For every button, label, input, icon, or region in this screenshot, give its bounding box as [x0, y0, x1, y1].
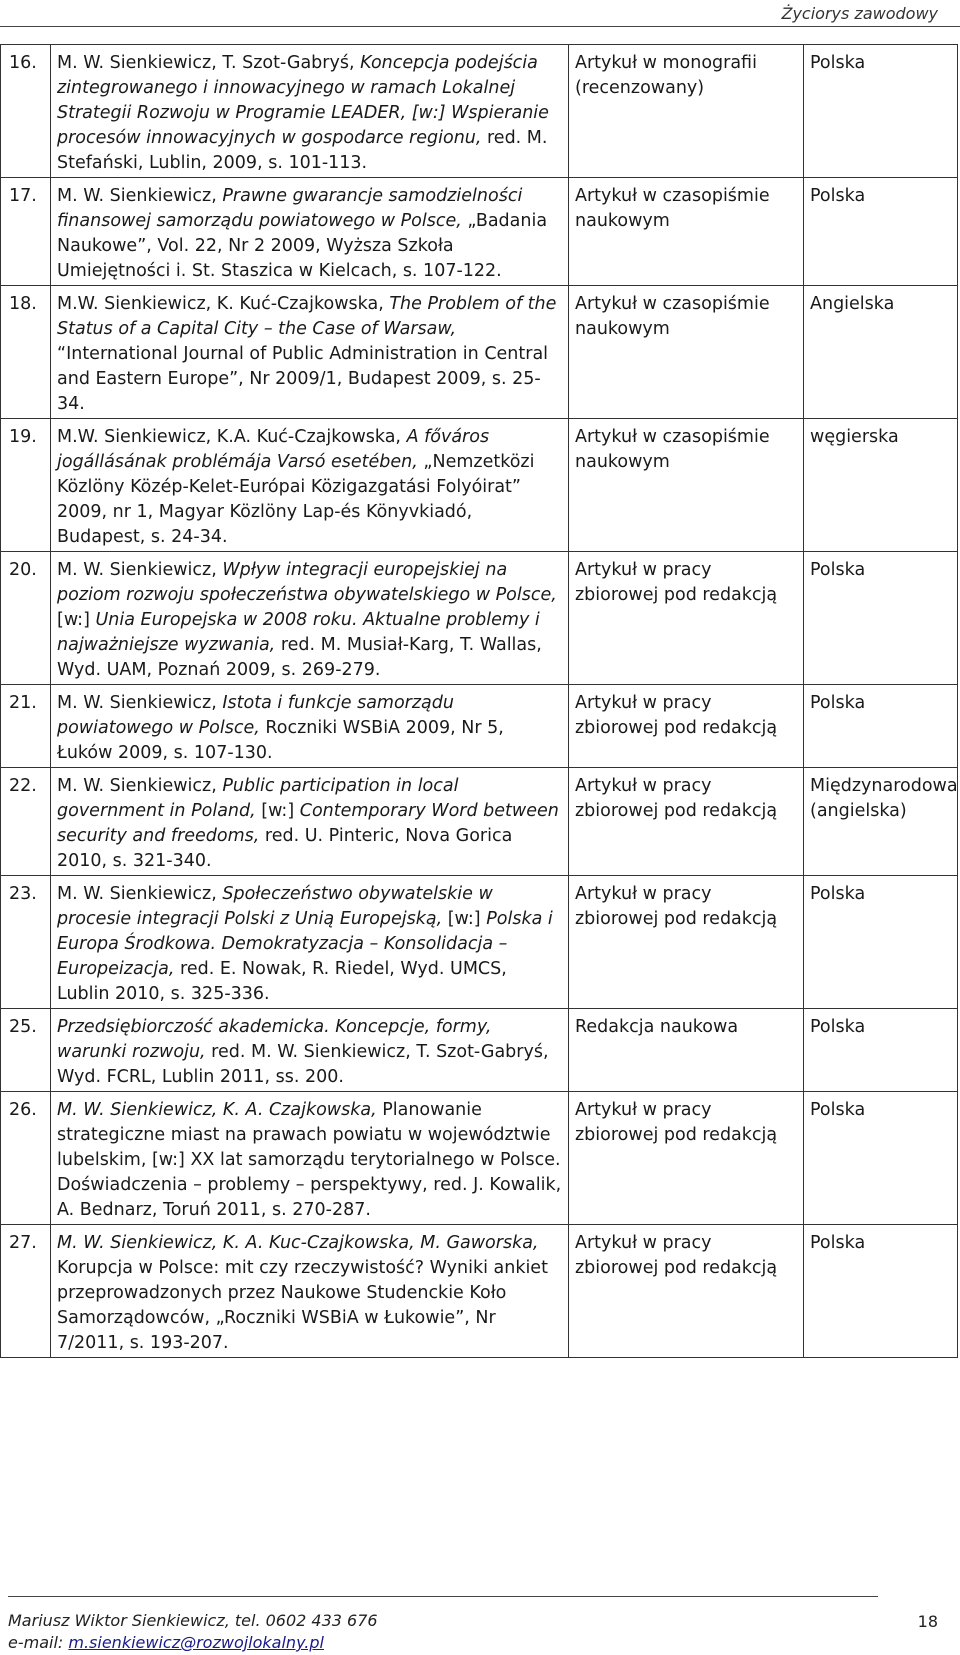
footer-email-link[interactable]: m.sienkiewicz@rozwojlokalny.pl: [68, 1633, 324, 1652]
citation-text-segment: red. M. W. Sienkiewicz, T. Szot-Gabryś, Wyd. FCRL, Lublin 2011, ss. 200.: [57, 1042, 549, 1087]
language-cell: Polska: [804, 45, 958, 178]
citation-text-segment: „Badania Naukowe”, Vol. 22, Nr 2 2009, Wyższa Szkoła Umiejętności i. St. Staszica w Kielcach, s. 107-122.: [57, 211, 548, 281]
row-number: 16.: [1, 45, 51, 178]
citation-text-segment: red. M. Stefański, Lublin, 2009, s. 101-113.: [57, 128, 548, 173]
citation-title-segment: Przedsiębiorczość akademicka. Koncepcje, formy, warunki rozwoju,: [57, 1017, 492, 1062]
language-cell: Międzynarodowa (angielska): [804, 768, 958, 876]
citation-cell: [51, 178, 569, 286]
publications-table-body: [1, 45, 958, 1358]
publication-type-cell: Artykuł w pracy zbiorowej pod redakcją: [569, 1092, 804, 1225]
row-number: 22.: [1, 768, 51, 876]
running-header: Życiorys zawodowy: [781, 4, 938, 23]
citation-cell: [51, 419, 569, 552]
citation-text-segment: Roczniki WSBiA 2009, Nr 5, Łuków 2009, s. 107-130.: [57, 718, 504, 763]
publication-type-cell: Redakcja naukowa: [569, 1009, 804, 1092]
publication-type-cell: Artykuł w czasopiśmie naukowym: [569, 419, 804, 552]
language-cell: Polska: [804, 685, 958, 768]
citation-title-segment: Istota i funkcje samorządu powiatowego w Polsce,: [57, 693, 454, 738]
table-row: [1, 45, 958, 178]
table-row: [1, 1009, 958, 1092]
citation-text-segment: “International Journal of Public Administration in Central and Eastern Europe”, Nr 2009/1, Budapest 2009, s. 25-34.: [57, 344, 549, 414]
publication-type-cell: Artykuł w pracy zbiorowej pod redakcją: [569, 685, 804, 768]
citation-text-segment: red. M. Musiał-Karg, T. Wallas, Wyd. UAM, Poznań 2009, s. 269-279.: [57, 635, 542, 680]
row-number: 20.: [1, 552, 51, 685]
publication-type-cell: Artykuł w monografii (recenzowany): [569, 45, 804, 178]
publication-type-cell: Artykuł w pracy zbiorowej pod redakcją: [569, 552, 804, 685]
table-row: [1, 685, 958, 768]
footer-email-line: [8, 1632, 378, 1654]
language-cell: Polska: [804, 552, 958, 685]
row-number: 17.: [1, 178, 51, 286]
footer-author-line: Mariusz Wiktor Sienkiewicz, tel. 0602 433 676: [8, 1611, 378, 1630]
row-number: 21.: [1, 685, 51, 768]
citation-title-segment: Społeczeństwo obywatelskie w procesie integracji Polski z Unią Europejską,: [57, 884, 493, 929]
publication-type-cell: Artykuł w czasopiśmie naukowym: [569, 178, 804, 286]
row-number: 18.: [1, 286, 51, 419]
citation-title-segment: A főváros jogállásának problémája Varsó esetében,: [57, 427, 490, 472]
row-number: 26.: [1, 1092, 51, 1225]
citation-text-segment: [w:]: [57, 610, 96, 630]
language-cell: Angielska: [804, 286, 958, 419]
table-row: [1, 1092, 958, 1225]
footer-rule: [8, 1596, 878, 1597]
language-cell: Polska: [804, 1009, 958, 1092]
citation-text-segment: M. W. Sienkiewicz,: [57, 693, 223, 713]
citation-cell: [51, 1092, 569, 1225]
table-row: [1, 286, 958, 419]
citation-text-segment: [w:]: [442, 909, 487, 929]
citation-text-segment: M. W. Sienkiewicz,: [57, 560, 223, 580]
language-cell: Polska: [804, 1225, 958, 1358]
table-row: [1, 178, 958, 286]
publications-table: [0, 44, 958, 1358]
table-row: [1, 768, 958, 876]
citation-cell: [51, 685, 569, 768]
publication-type-cell: Artykuł w pracy zbiorowej pod redakcją: [569, 768, 804, 876]
table-row: [1, 1225, 958, 1358]
citation-cell: [51, 1009, 569, 1092]
citation-text-segment: red. E. Nowak, R. Riedel, Wyd. UMCS, Lublin 2010, s. 325-336.: [57, 959, 507, 1004]
table-row: [1, 552, 958, 685]
page-number: 18: [917, 1612, 938, 1631]
citation-cell: [51, 286, 569, 419]
language-cell: węgierska: [804, 419, 958, 552]
citation-title-segment: M. W. Sienkiewicz, K. A. Kuc-Czajkowska, M. Gaworska,: [57, 1233, 539, 1253]
table-row: [1, 876, 958, 1009]
row-number: 23.: [1, 876, 51, 1009]
row-number: 19.: [1, 419, 51, 552]
citation-title-segment: Wpływ integracji europejskiej na poziom rozwoju społeczeństwa obywatelskiego w Polsce,: [57, 560, 557, 605]
language-cell: Polska: [804, 1092, 958, 1225]
language-cell: Polska: [804, 178, 958, 286]
row-number: 25.: [1, 1009, 51, 1092]
citation-text-segment: „Nemzetközi Közlöny Közép-Kelet-Európai Közigazgatási Folyóirat” 2009, nr 1, Magyar Közlöny Lap-és Könyvkiadó, Budapest, s. 24-34.: [57, 452, 535, 547]
citation-title-segment: The Problem of the Status of a Capital City – the Case of Warsaw,: [57, 294, 557, 339]
citation-text-segment: M. W. Sienkiewicz,: [57, 776, 223, 796]
footer-email-label: e-mail:: [8, 1633, 69, 1652]
citation-cell: [51, 45, 569, 178]
publication-type-cell: Artykuł w pracy zbiorowej pod redakcją: [569, 1225, 804, 1358]
citation-title-segment: Unia Europejska w 2008 roku. Aktualne problemy i najważniejsze wyzwania,: [57, 610, 540, 655]
citation-title-segment: Polska i Europa Środkowa. Demokratyzacja – Konsolidacja – Europeizacja,: [57, 909, 553, 979]
publication-type-cell: Artykuł w pracy zbiorowej pod redakcją: [569, 876, 804, 1009]
citation-title-segment: M. W. Sienkiewicz, K. A. Czajkowska,: [57, 1100, 377, 1120]
citation-text-segment: M. W. Sienkiewicz,: [57, 186, 223, 206]
citation-text-segment: M.W. Sienkiewicz, K. Kuć-Czajkowska,: [57, 294, 390, 314]
table-row: [1, 419, 958, 552]
citation-title-segment: Public participation in local government in Poland,: [57, 776, 459, 821]
citation-text-segment: M. W. Sienkiewicz,: [57, 884, 223, 904]
header-rule: [0, 26, 960, 27]
citation-text-segment: M. W. Sienkiewicz, T. Szot-Gabryś,: [57, 53, 361, 73]
citation-title-segment: Contemporary Word between security and freedoms,: [57, 801, 559, 846]
citation-text-segment: [w:]: [255, 801, 300, 821]
citation-cell: [51, 876, 569, 1009]
language-cell: Polska: [804, 876, 958, 1009]
citation-text-segment: Planowanie strategiczne miast na prawach powiatu w województwie lubelskim, [w:] XX lat samorządu terytorialnego w Polsce. Doświadczenia – problemy – perspektywy, red. J. Kowalik, A. Bednarz, Toruń 2011, s. 270-287.: [57, 1100, 562, 1220]
row-number: 27.: [1, 1225, 51, 1358]
publication-type-cell: Artykuł w czasopiśmie naukowym: [569, 286, 804, 419]
citation-title-segment: Prawne gwarancje samodzielności finansowej samorządu powiatowego w Polsce,: [57, 186, 523, 231]
citation-cell: [51, 552, 569, 685]
citation-text-segment: Korupcja w Polsce: mit czy rzeczywistość? Wyniki ankiet przeprowadzonych przez Naukowe Studenckie Koło Samorządowców, „Roczniki WSBiA w Łukowie”, Nr 7/2011, s. 193-207.: [57, 1258, 548, 1353]
citation-cell: [51, 1225, 569, 1358]
citation-cell: [51, 768, 569, 876]
page-footer: [8, 1610, 378, 1654]
citation-text-segment: red. U. Pinteric, Nova Gorica 2010, s. 321-340.: [57, 826, 513, 871]
citation-text-segment: M.W. Sienkiewicz, K.A. Kuć-Czajkowska,: [57, 427, 407, 447]
citation-title-segment: Koncepcja podejścia zintegrowanego i innowacyjnego w ramach Lokalnej Strategii Rozwoju w Programie LEADER, [w:] Wspieranie procesów innowacyjnych w gospodarce regionu,: [57, 53, 549, 148]
